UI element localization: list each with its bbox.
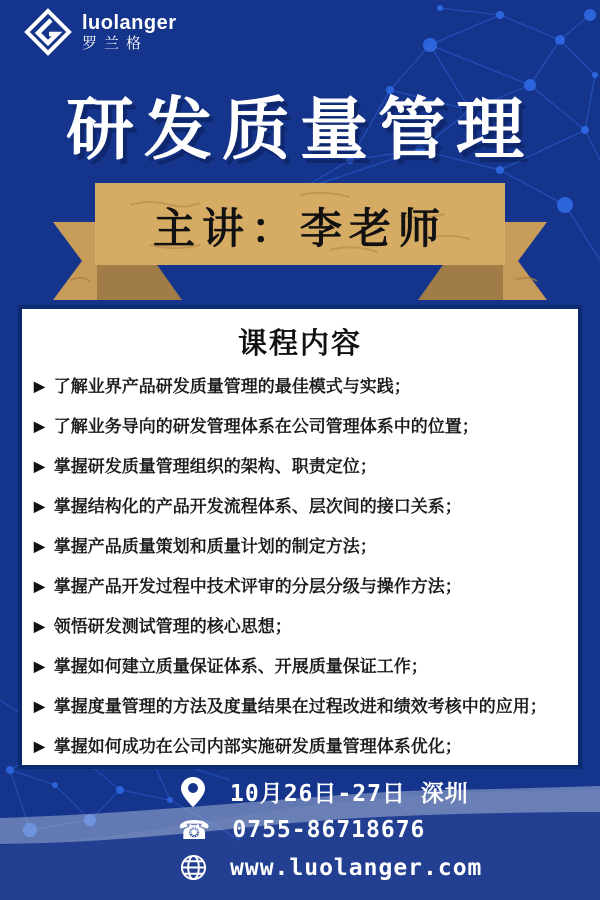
course-content-heading: 课程内容 [237,328,362,360]
course-item: ▶ 掌握如何成功在公司内部实施研发质量管理体系优化； [34,737,462,756]
course-content-card [18,305,582,769]
bullet-arrow-icon: ▶ [34,378,45,394]
date-location-row [178,776,482,807]
phone-number-text: 0755-86718676 [232,816,426,843]
location-pin-icon [178,776,208,808]
course-item: ▶ 掌握度量管理的方法及度量结果在过程改进和绩效考核中的应用； [34,697,547,716]
globe-icon [178,854,208,881]
course-item: ▶ 掌握产品开发过程中技术评审的分层分级与操作方法； [34,577,462,596]
bullet-arrow-icon: ▶ [34,618,45,634]
bullet-arrow-icon: ▶ [34,498,45,514]
bullet-arrow-icon: ▶ [34,418,45,434]
brand-name-en: luolanger [82,11,177,34]
bullet-arrow-icon: ▶ [34,578,45,594]
bullet-arrow-icon: ▶ [34,538,45,554]
poster-title: 研发质量管理 [65,92,534,168]
phone-row [178,814,482,845]
bullet-arrow-icon: ▶ [34,698,45,714]
footer-contact-block [178,776,482,883]
course-item: ▶ 掌握研发质量管理组织的架构、职责定位； [34,457,377,476]
date-location-text: 10月26日-27日 深圳 [230,781,469,807]
bullet-arrow-icon: ▶ [34,458,45,474]
phone-icon: ☎ [178,814,211,845]
brand-logo [24,8,177,56]
course-item: ▶ 领悟研发测试管理的核心思想； [34,617,292,636]
bullet-arrow-icon: ▶ [34,738,45,754]
course-item: ▶ 掌握结构化的产品开发流程体系、层次间的接口关系； [34,497,462,516]
logo-diamond-icon [24,8,72,56]
course-item: ▶ 了解业界产品研发质量管理的最佳模式与实践； [34,377,411,396]
course-items-list [34,376,566,757]
brand-name-cn: 罗兰格 [82,34,149,52]
website-url-text[interactable]: www.luolanger.com [230,854,483,881]
bullet-arrow-icon: ▶ [34,658,45,674]
course-item: ▶ 掌握产品质量策划和质量计划的制定方法； [34,537,377,556]
lecturer-ribbon-label: 主讲：李老师 [152,205,447,252]
course-item: ▶ 掌握如何建立质量保证体系、开展质量保证工作； [34,657,428,676]
website-row[interactable] [178,852,482,883]
course-item: ▶ 了解业务导向的研发管理体系在公司管理体系中的位置； [34,417,479,436]
